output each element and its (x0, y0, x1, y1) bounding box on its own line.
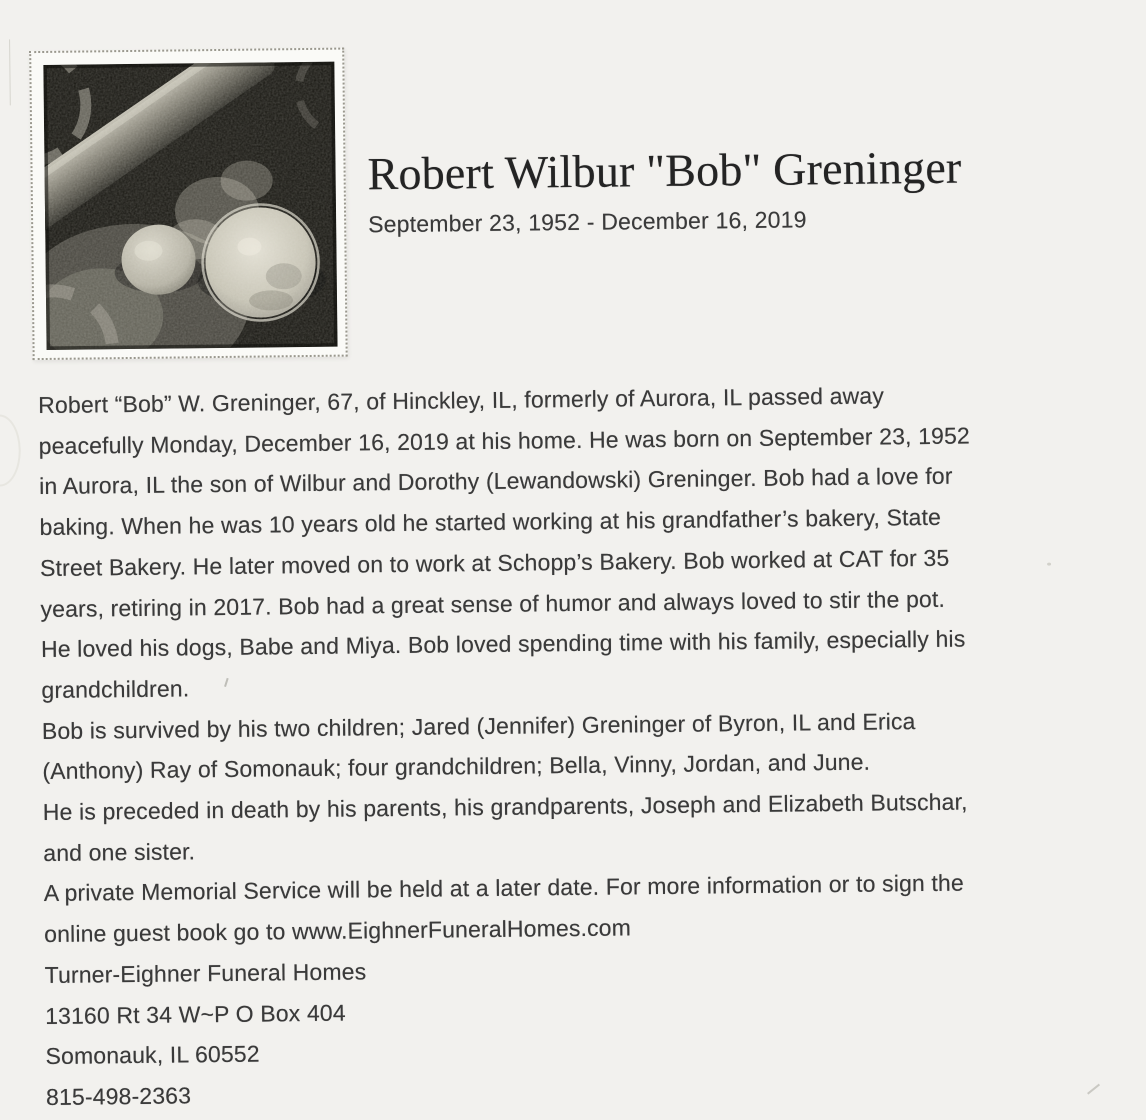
scan-artifact (0, 414, 21, 486)
life-dates: September 23, 1952 - December 16, 2019 (368, 206, 807, 238)
body-line: He is preceded in death by his parents, his grandparents, Joseph and Elizabeth Butschar, (42, 788, 968, 826)
body-line: 815-498-2363 (45, 1082, 192, 1110)
obituary-photo (29, 48, 347, 361)
body-line: online guest book go to www.EighnerFuneralHomes.com (44, 914, 632, 948)
body-line: years, retiring in 2017. Bob had a great sense of humor and always loved to stir the pot. (40, 585, 946, 622)
body-line: He loved his dogs, Babe and Miya. Bob loved spending time with his family, especially his (40, 625, 966, 663)
body-line: in Aurora, IL the son of Wilbur and Dorothy (Lewandowski) Greninger. Bob had a love for (38, 463, 953, 500)
body-line: peacefully Monday, December 16, 2019 at his home. He was born on September 23, 1952 (38, 422, 971, 459)
body-line: and one sister. (43, 838, 196, 866)
body-line: Somonauk, IL 60552 (45, 1040, 260, 1070)
body-line: Robert “Bob” W. Greninger, 67, of Hinckley, IL, formerly of Aurora, IL passed away (38, 382, 885, 419)
body-line: 13160 Rt 34 W~P O Box 404 (44, 999, 346, 1029)
body-line: Turner-Eighner Funeral Homes (44, 958, 367, 988)
body-line: (Anthony) Ray of Somonauk; four grandchildren; Bella, Vinny, Jordan, and June. (42, 748, 871, 785)
body-line: grandchildren. (41, 675, 190, 703)
baking-photo-image (43, 62, 337, 350)
page-title: Robert Wilbur "Bob" Greninger (367, 141, 962, 200)
body-line: Street Bakery. He later moved on to work at Schopp’s Bakery. Bob worked at CAT for 35 (39, 544, 950, 581)
scan-artifact (9, 39, 11, 105)
body-line: Bob is survived by his two children; Jared (Jennifer) Greninger of Byron, IL and Erica (41, 707, 916, 744)
body-line: A private Memorial Service will be held at a later date. For more information or to sign the (43, 870, 964, 907)
obituary-header (367, 142, 1088, 238)
body-line: baking. When he was 10 years old he started working at his grandfather’s bakery, State (39, 503, 942, 541)
obituary-body (38, 373, 1132, 1118)
